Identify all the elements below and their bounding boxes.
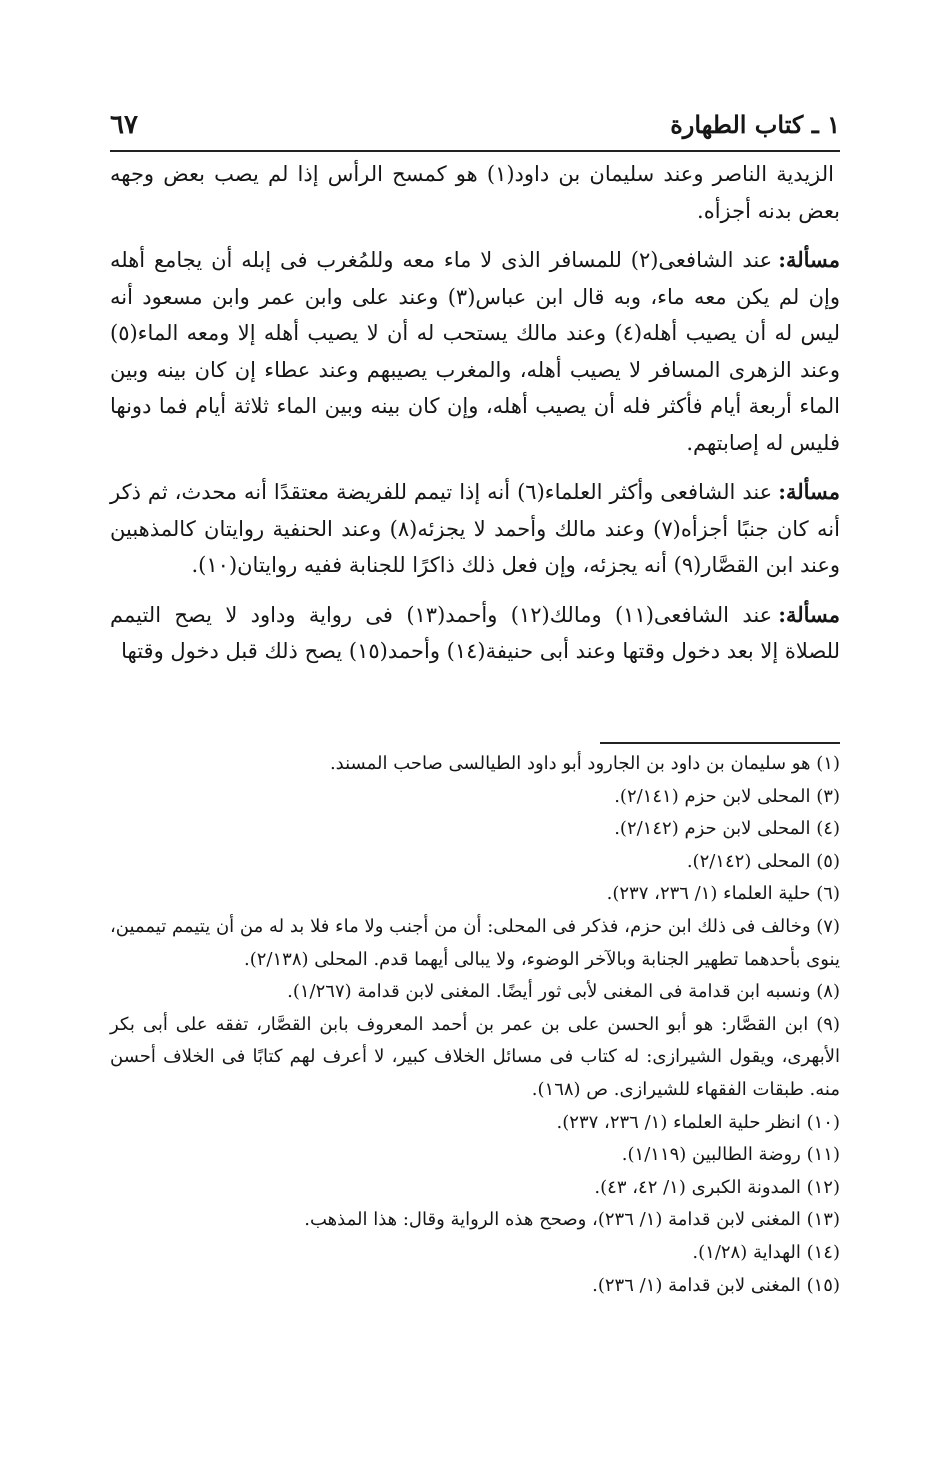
footnote: (٧) وخالف فى ذلك ابن حزم، فذكر فى المحلى: أن من أجنب ولا ماء فلا بد له من أن يتيمم تيممين، ينوى بأحدهما تطهير الجنابة وبالآخر الوضوء، ولا يبالى أيهما قدم. المحلى (٢/١٣٨). bbox=[110, 915, 840, 970]
issue-label: مسألة: bbox=[778, 247, 841, 272]
footnote: (١٠) انظر حلية العلماء (١/ ٢٣٦، ٢٣٧). bbox=[556, 1111, 840, 1133]
paragraph bbox=[110, 242, 840, 461]
paragraph-text: عند الشافعى(٢) للمسافر الذى لا ماء معه وللمُغرب فى إبله أن يجامع أهله وإن لم يكن معه ماء، وبه قال ابن عباس(٣) وعند على وابن عمر وابن مسعود أنه ليس له أن يصيب أهله(٤) وعند مالك يستحب له أن لا يصيب أهله إلا ومعه الماء(٥) وعند الزهرى المسافر لا يصيب أهله، والمغرب يصيبهم وعند عطاء إن كان بينه وبين الماء أربعة أيام فأكثر فله أن يصيب أهله، وإن كان بينه وبين الماء ثلاثة أيام فما دونها فليس له إصابتهم. bbox=[110, 248, 840, 455]
footnote-separator bbox=[600, 742, 840, 744]
header-rule bbox=[110, 150, 840, 152]
paragraph-text: عند الشافعى وأكثر العلماء(٦) أنه إذا تيمم للفريضة معتقدًا أنه محدث، ثم ذكر أنه كان جنبًا أجزأه(٧) وعند مالك وأحمد لا يجزئه(٨) وعند الحنفية روايتان كالمذهبين وعند ابن القصَّار(٩) أنه يجزئه، وإن فعل ذلك ذاكرًا للجنابة ففيه روايتان(١٠). bbox=[110, 480, 840, 577]
issue-label: مسألة: bbox=[778, 601, 841, 627]
footnote: (١٥) المغنى لابن قدامة (١/ ٢٣٦). bbox=[592, 1274, 840, 1296]
paragraph bbox=[110, 474, 840, 584]
footnote: (٤) المحلى لابن حزم (٢/١٤٢). bbox=[614, 818, 840, 840]
footnote: (١٢) المدونة الكبرى (١/ ٤٢، ٤٣). bbox=[594, 1176, 840, 1198]
footnotes bbox=[110, 748, 840, 1302]
paragraph bbox=[110, 597, 840, 670]
paragraph-text: الزيدية الناصر وعند سليمان بن داود(١) هو كمسح الرأس إذا لم يصب بعض وجهه بعض بدنه أجزأه. bbox=[110, 162, 840, 223]
footnote: (٣) المحلى لابن حزم (٢/١٤١). bbox=[614, 785, 840, 807]
paragraph-text: عند الشافعى(١١) ومالك(١٢) وأحمد(١٣) فى رواية وداود لا يصح التيمم للصلاة إلا بعد دخول وقتها وعند أبى حنيفة(١٤) وأحمد(١٥) يصح ذلك قبل دخول وقتها bbox=[110, 602, 840, 663]
issue-label: مسألة: bbox=[778, 479, 840, 504]
footnote: (١١) روضة الطالبين (١/١١٩). bbox=[621, 1144, 840, 1166]
footnote: (١٤) الهداية (١/٢٨). bbox=[692, 1241, 840, 1263]
footnote: (٥) المحلى (٢/١٤٢). bbox=[686, 850, 840, 872]
footnote: (١) هو سليمان بن داود بن الجارود أبو داود الطيالسى صاحب المسند. bbox=[329, 753, 840, 774]
paragraph bbox=[110, 156, 840, 229]
footnote: (٨) ونسبه ابن قدامة فى المغنى لأبى ثور أيضًا. المغنى لابن قدامة (١/٢٦٧). bbox=[287, 981, 840, 1003]
running-title: ١ ـ كتاب الطهارة bbox=[670, 110, 840, 139]
page-header bbox=[110, 106, 840, 140]
footnote: (٩) ابن القصَّار: هو أبو الحسن على بن عمر بن أحمد المعروف بابن القصَّار، تفقه على أبى بكر الأبهرى، ويقول الشيرازى: له كتاب فى مسائل الخلاف كبير، لا أعرف لهم كتابًا فى الخلاف أحسن منه. طبقات الفقهاء للشيرازى. ص (١٦٨). bbox=[110, 1013, 840, 1100]
main-text bbox=[110, 156, 840, 670]
footnote: (٦) حلية العلماء (١/ ٢٣٦، ٢٣٧). bbox=[606, 883, 840, 905]
footnote: (١٣) المغنى لابن قدامة (١/ ٢٣٦)، وصحح هذه الرواية وقال: هذا المذهب. bbox=[304, 1209, 840, 1231]
page-number: ٦٧ bbox=[110, 110, 138, 140]
